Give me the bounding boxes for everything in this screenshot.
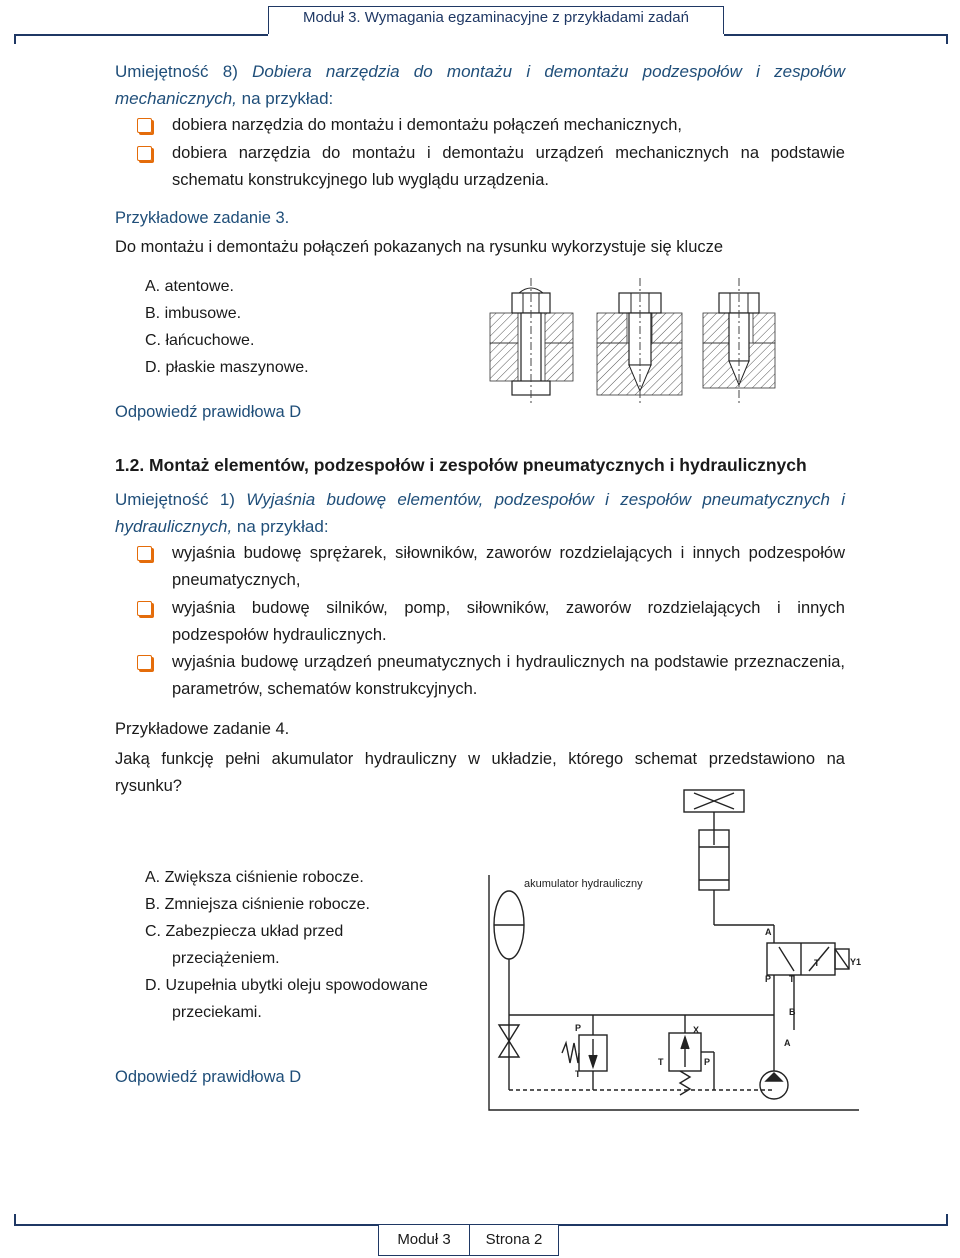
checkbox-bullet-icon [137,601,152,616]
task-4-question: Jaką funkcję pełni akumulator hydrauliczny w układzie, którego schemat przedstawiono na rysunku? [115,750,845,795]
relief-label-t: T [575,1069,581,1079]
footer-rule-right-tick [946,1214,948,1225]
bullet-text: dobiera narzędzia do montażu i demontażu urządzeń mechanicznych na podstawie schematu konstrukcyjnego lub wyglądu urządzenia. [172,144,845,189]
checkbox-bullet-icon [137,146,152,161]
valve-label-p: P [704,1057,711,1067]
solenoid-label-y1: Y1 [850,957,862,967]
footer-module-box [378,1224,470,1256]
skill-1-intro [115,486,845,540]
bullet-text: wyjaśnia budowę sprężarek, siłowników, zaworów rozdzielających i innych podzespołów pneumatycznych, [172,544,845,589]
skill-8-bullet-2 [137,140,845,194]
section-title: 1.2. Montaż elementów, podzespołów i zespołów pneumatycznych i hydraulicznych [115,455,807,475]
footer-module: Moduł 3 [397,1231,451,1248]
valve-label-x: X [693,1025,700,1035]
footer-rule-left [14,1224,378,1226]
skill-1-prefix: Umiejętność 1) [115,490,235,509]
task-3-answer: Odpowiedź prawidłowa D [115,403,302,421]
checkbox-bullet-icon [137,118,152,133]
bolt-joint-1 [490,278,573,403]
task-4-options [145,864,428,1026]
port-label-p: P [765,974,772,984]
skill-1-bullet-3 [137,649,845,703]
skill-1-suffix: na przykład: [232,517,329,536]
skill-8-suffix: na przykład: [236,89,334,108]
accumulator-label: akumulator hydrauliczny [524,878,643,890]
port-label-t: T [789,974,795,984]
bullet-text: wyjaśnia budowę urządzeń pneumatycznych i hydraulicznych na podstawie przeznaczenia, parametrów, schematów konstrukcyjnych. [172,653,845,698]
option-c-cont: przeciążeniem. [172,950,280,967]
task-4-title: Przykładowe zadanie 4. [115,720,290,738]
option-b: B. Zmniejsza ciśnienie robocze. [145,896,370,913]
hydraulic-schematic [484,785,864,1115]
footer-page: Strona 2 [485,1231,543,1248]
skill-1-italic: Wyjaśnia budowę elementów, podzespołów i zespołów pneumatycznych i hydraulicznych, [115,490,845,536]
option-b: B. imbusowe. [145,305,242,322]
bolt-joints-figure [485,273,780,413]
task-4-answer: Odpowiedź prawidłowa D [115,1068,302,1086]
bullet-text: wyjaśnia budowę silników, pomp, siłowników, zaworów rozdzielających i innych podzespołów hydraulicznych. [172,599,845,644]
header-title-box [268,6,724,34]
footer-rule-right [558,1224,948,1226]
option-c: C. Zabezpiecza układ przed [145,923,344,940]
task-3-title: Przykładowe zadanie 3. [115,209,290,227]
bullet-text: dobiera narzędzia do montażu i demontażu połączeń mechanicznych, [172,116,682,134]
header-rule-left [14,34,268,36]
footer-page-box [469,1224,559,1256]
checkbox-bullet-icon [137,546,152,561]
skill-8-italic: Dobiera narzędzia do montażu i demontażu podzespołów i zespołów mechanicznych, [115,62,845,108]
footer-rule-left-tick [14,1214,16,1225]
skill-8-bullet-1 [137,112,845,139]
option-d-cont: przeciekami. [172,1004,262,1021]
header-rule-right [724,34,948,36]
bolt-joint-3 [703,278,775,403]
option-a: A. atentowe. [145,278,234,295]
skill-8-prefix: Umiejętność 8) [115,62,238,81]
header-title: Moduł 3. Wymagania egzaminacyjne z przykładami zadań [303,9,689,26]
option-c: C. łańcuchowe. [145,332,255,349]
port-label-a: A [765,927,772,937]
task-3-options [145,273,309,381]
skill-1-bullet-2 [137,595,845,649]
task-3-question: Do montażu i demontażu połączeń pokazanych na rysunku wykorzystuje się klucze [115,238,724,256]
skill-1-bullet-1 [137,540,845,594]
port-label-b: B [789,1007,796,1017]
option-d: D. płaskie maszynowe. [145,359,309,376]
bolt-joint-2 [597,278,682,403]
relief-label-p: P [575,1023,582,1033]
port-label-t2: T [814,958,820,968]
skill-8-intro [115,58,845,112]
option-d: D. Uzupełnia ubytki oleju spowodowane [145,977,428,994]
header-rule-right-tick [946,34,948,44]
option-a: A. Zwiększa ciśnienie robocze. [145,869,364,886]
checkbox-bullet-icon [137,655,152,670]
valve-label-t: T [658,1057,664,1067]
header-rule-left-tick [14,34,16,44]
pump-label-a: A [784,1038,791,1048]
